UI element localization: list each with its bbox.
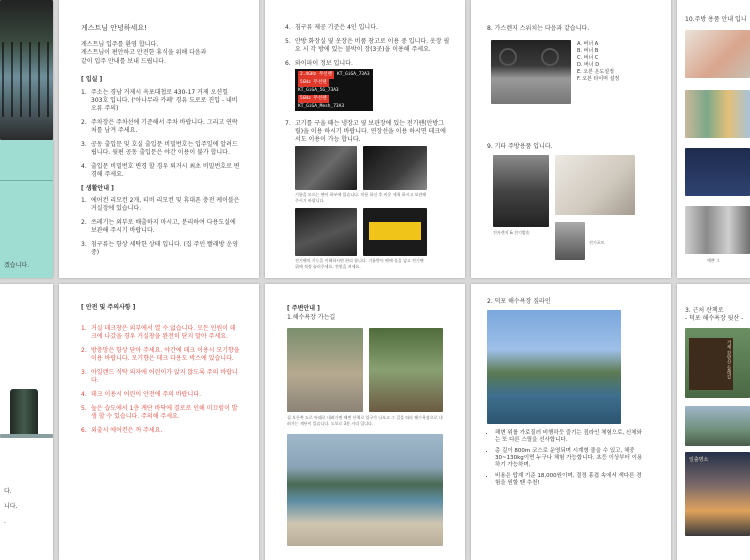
beach-photo (287, 434, 443, 546)
page-3-tour (265, 284, 465, 560)
bottom-line-3: . (4, 518, 6, 525)
intro-line-1: 게스트님 입주를 환영 합니다. (81, 40, 159, 48)
list-item: 4. 침구류 제공 기준은 4인 입니다. (285, 24, 378, 31)
list-item: 1. 에어컨 리모컨 2개, 티비 리모컨 및 휴대폰 충전 케이블은 거실장에 있습니다. (81, 197, 240, 212)
page-3-info (265, 0, 465, 278)
list-item: 5. 안방 화장실 옆 옷장은 비품 창고로 이용 중 입니다. 옷장 필요 시 각 방에 있는 붙박이 장(3곳)을 이용해 주세요. (285, 38, 450, 53)
list-item: 1. 거실 데크창은 외부에서 열 수 없습니다. 모든 인원이 데크에 나갔을 경우 거실창을 완전히 닫지 말아 주세요. (81, 324, 236, 340)
safety-header: [ 안전 및 주의사항 ] (81, 304, 136, 311)
grill-label-photo (363, 208, 427, 256)
plates-photo (685, 148, 750, 196)
walk-title: 3. 근처 산책로 (685, 307, 724, 314)
page-1-top (0, 0, 53, 278)
path-photo-1 (287, 328, 363, 412)
bottom-line-2: 니다. (4, 503, 18, 510)
walk-photo-2 (685, 406, 750, 446)
shampoo-bottle-photo (10, 389, 38, 437)
info-list (285, 24, 450, 68)
list-item: 1. 주소는 경남 거제시 옥포대첩로 430-17 거제 오션힐 303호 입니다. ('아나무라 카페' 경유 도로로 진입 - 내비 오류 주의) (81, 88, 238, 112)
gas-stove-photo (491, 40, 571, 104)
list-item: 6. 외출시 에어컨은 꺼 주세요. (81, 426, 163, 434)
list-item: 3. 침구류는 항상 세탁한 상태 입니다. (집 주인 빨래방 운영중) (81, 241, 239, 256)
list-item: • 비용은 탑재 기준 18,000원이며, 절정 흥겹 속에서 색다른 경험을 원할 땐 추천! (495, 473, 645, 487)
list-item: 2. 방충망은 항상 닫아 주세요. 야간에 데크 이용시 모기향을 이용 바랍니다. 모기향은 데크 다용도 박스에 있습니다. (81, 346, 240, 362)
wifi-row: 5GHz 무선랜KT_GiGA_5G_73A3 (298, 80, 339, 93)
cups-photo (685, 90, 750, 138)
mint-panel (0, 140, 53, 278)
intro-line-3: 같이 입주 안내를 보내 드립니다. (81, 57, 166, 65)
living-list (81, 197, 241, 257)
list-item: 4. 출입문 비밀번호 변경 할 경우 퇴거시 최초 비밀번호로 변경해 주세요. (81, 162, 240, 178)
kitchenware-photo (555, 155, 635, 215)
safety-list (81, 325, 241, 435)
page-1-bottom (0, 284, 53, 560)
grill-photo-3 (295, 208, 357, 256)
gas-label: F. 오븐 타이머 설정 (577, 76, 620, 82)
shelf-photo (0, 434, 53, 438)
wifi-row: 4bc183ck24 (332, 112, 360, 117)
page-2-checkin (59, 0, 259, 278)
kettle-caption: 전기포트 (589, 240, 605, 245)
list-item: • 총 길이 800m 코스로 운영되며 시계형 줄을 수 있고, 체중 30~130kg이면 누구나 체험 가능합니다. 초등 이상부터 이용하기 가능하며, (495, 448, 645, 469)
sunset-photo (685, 452, 750, 536)
page-4-kitchen (471, 0, 671, 278)
wifi-row: 5GHz 무선랜KT_GiGA_Mesh_73A3 (298, 96, 345, 109)
microwave-photo (493, 155, 549, 227)
wifi-info-card (295, 69, 373, 117)
wifi-row: 2.4GHz 무선랜 KT_GiGA_73A3 (300, 72, 370, 77)
utensils-photo (685, 206, 750, 254)
tour-subtitle: 1.해수욕장 가는길 (287, 314, 336, 321)
tour-header: [ 주변안내 ] (287, 305, 320, 312)
checkin-list (81, 89, 241, 179)
list-item: 6. 와이파이 정보 입니다. (285, 60, 353, 67)
grill-photo-2 (363, 146, 427, 190)
list-item: 2. 주차장은 주차선에 기준해서 주차 바랍니다. 그리고 연락처를 남겨 주세요. (81, 118, 238, 134)
grill-caption-1: 기름을 모으는 팬이 하부에 있습니다. 미용 하신 후 비운 세척 하시고 보관해 주시기 바랍니다. (295, 192, 427, 203)
trail-sign-photo (685, 328, 750, 398)
grill-caption-2: 전기팬의 기능을 이해하시면 편리 합니다. 기름받이 팬에 물을 넣고 전기팬 위에 적정 눌러주세요. 전원을 켜세요. (295, 258, 424, 269)
microwave-caption: 전자렌지 & 전기밥솥 (493, 230, 530, 235)
list-item: 3. 공동 출입문 및 호실 출입문 비밀번호는 입주일에 알려드립니다. 뒷편 공동 출입문은 야간 이용이 불가 합니다. (81, 140, 238, 156)
checkin-header: [ 입실 ] (81, 76, 103, 83)
kitchen-items-title: 9. 기타 주방용품 입니다. (487, 143, 553, 150)
kitchenware-caption: 예쁜 그 (707, 258, 720, 263)
tour-caption: 집 오른쪽 도로 아래로 내려가면 해변 산책로 입구가 나오고 그 길을 따라 해수욕장으로 내려가는 계단이 있습니다. 도보로 3분 거리 입니다. (287, 415, 443, 426)
list-item: • 해변 위를 가로질러 비행하듯 즐기는 짚라인 체험으로, 신체와는 또 다른 스릴을 선사합니다. (495, 430, 645, 444)
gas-label: B. 버너 B (577, 48, 599, 54)
kettle-photo (555, 222, 585, 260)
list-item: 2. 쓰레기는 외부로 배출하지 마시고, 분리하여 다용도실에 보관해 주시기 바랍니다. (81, 219, 236, 234)
zipline-photo (487, 310, 621, 424)
intro-line-2: 게스트님이 편안하고 안전한 휴식을 위해 다음과 (81, 49, 207, 56)
walk-subtitle: - 덕포 해수욕장 뒷산 - (685, 315, 744, 322)
page-5-walk (677, 284, 750, 560)
gas-title: 8. 가스렌지 스위치는 다음과 같습니다. (487, 25, 590, 32)
page-5-kitchenware (677, 0, 750, 278)
grill-photo-1 (295, 146, 357, 190)
railing-decor (2, 42, 51, 117)
path-photo-2 (369, 328, 443, 412)
gas-label: D. 버너 D (577, 62, 600, 68)
list-item: 4. 데크 이용시 어린이 안전에 주의 바랍니다. (81, 390, 201, 398)
kitchenware-title: 10.주방 용품 안내 입니 (685, 16, 747, 23)
gas-label: E. 오븐 온도설정 (577, 69, 614, 75)
page-2-safety (59, 284, 259, 560)
grill-list (285, 120, 450, 144)
bottom-line-1: 다. (4, 488, 12, 495)
zipline-bullets (489, 430, 645, 487)
list-item: 3. 아일랜드 식탁 의자에 어린이가 앉지 않도록 주의 바랍니다. (81, 368, 238, 384)
list-item: 7. 고기를 구울 때는 냉장고 옆 보관장에 있는 전기팬(안방그릴)을 이용 하시기 바랍니다. 연장선을 이용 하시면 데크에서도 이용이 가능 합니다. (285, 120, 446, 143)
sunset-caption: 일출명소 (689, 457, 709, 463)
balcony-text: 겠습니다. (4, 262, 30, 269)
trail-sign: 거제 강망산 둘레길 (689, 338, 733, 390)
pans-photo (685, 30, 750, 78)
list-item: 5. 높은 습도에서 1층 계단 바닥에 결로로 인해 미끄럼이 발생 할 수 있습니다. 주의해 주세요. (81, 404, 238, 420)
zipline-title: 2. 덕포 해수욕장 짚라인 (487, 298, 551, 305)
gas-label: A. 버너 A (577, 41, 599, 47)
gas-label: C. 버너 C (577, 55, 599, 61)
page-4-zipline (471, 284, 671, 560)
living-header: [ 생활안내 ] (81, 184, 114, 192)
greeting: 게스트님 안녕하세요! (81, 24, 147, 32)
